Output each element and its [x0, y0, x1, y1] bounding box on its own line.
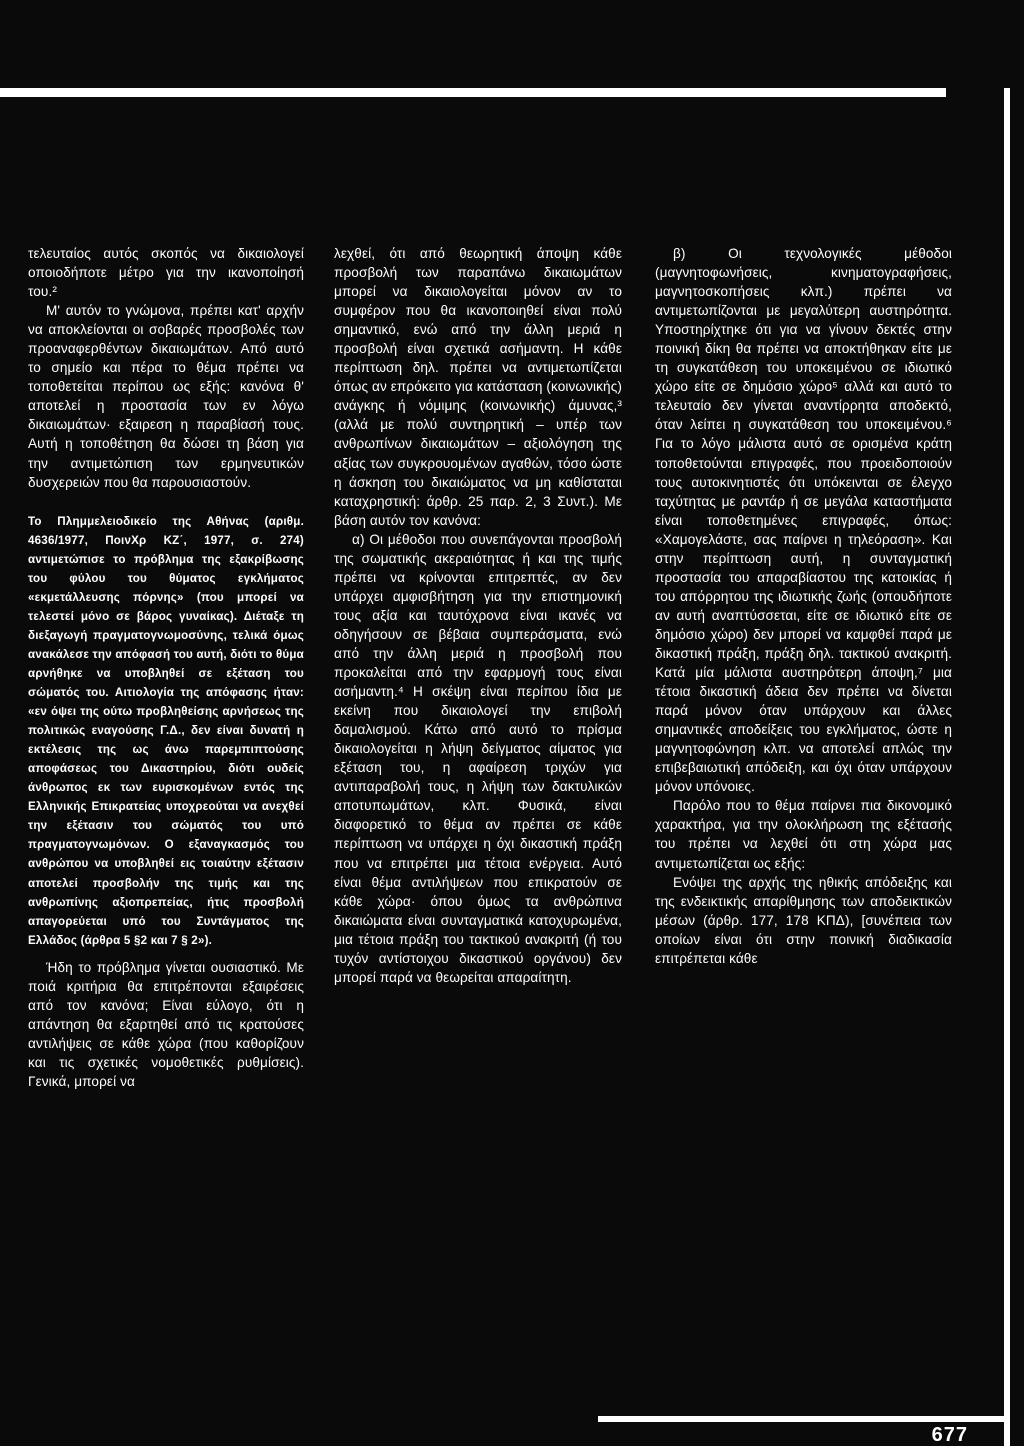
page-number-bar [598, 1416, 1004, 1422]
paragraph: Μ' αυτόν το γνώμονα, πρέπει κατ' αρχήν να αποκλείονται οι σοβαρές προσβολές των προαναφερθέντων δικαιωμάτων. Από αυτό το σημείο και πέρα το θέμα πρέπει να τοποθετείται περίπου ως εξής: κανόνα θ' αποτελεί η προστασία των εν λόγω δικαιωμάτων· εξαιρεση η παραβίασή τους. Αυτή η τοποθέτηση θα δώσει τη βάση για την αντιμετώπιση των ερμηνευτικών δυσχερειών που θα παρουσιαστούν. [28, 303, 304, 490]
case-excerpt: Το Πλημμελειοδικείο της Αθήνας (αριθμ. 4636/1977, ΠοινΧρ ΚΖ΄, 1977, σ. 274) αντιμετώπισε το πρόβλημα της εξακρίβωσης του φύλου του θύματος εγκλήματος «εκμετάλλευσης πόρνης» (που μπορεί να τελεστεί μόνο σε βάρος γυναίκας). Διέταξε τη διεξαγωγή πραγματογνωμοσύνης, τελικά όμως ανακάλεσε την απόφασή του αυτή, διότι το θύμα αρνήθηκε να υποβληθεί σε εξέταση του σώματός του. Αιτιολογία της απόφασης ήταν: «εν όψει της ούτω προβληθείσης αρνήσεως της πολιτικώς εναγούσης Γ.Δ., δεν είναι δυνατή η εκτέλεσις της ως άνω παρεμπιπτούσης αποφάσεως του Δικαστηρίου, διότι ουδείς άνθρωπος εκ των ευρισκομένων εντός της Ελληνικής Επικρατείας υποχρεούται να ανεχθεί την εξέτασιν του σώματός του υπό πραγματογνωμόνων. Ο εξαναγκασμός του ανθρώπου να υποβληθεί εις τοιαύτην εξέτασιν αποτελεί προσβολήν της τιμής και της ανθρωπίνης αξιοπρεπείας, ήτις προσβολή απαγορεύεται υπό του Συντάγματος της Ελλάδος (άρθρα 5 §2 και 7 § 2»). [28, 514, 304, 947]
paragraph: τελευταίος αυτός σκοπός να δικαιολογεί οποιοδήποτε μέτρο για την ικανοποίησή του.² [28, 246, 304, 300]
top-border-bar [0, 88, 946, 97]
right-border-bar [1004, 88, 1010, 1446]
column-1 [28, 244, 304, 1091]
paragraph: Ενόψει της αρχής της ηθικής απόδειξης και της ενδεικτικής απαρίθμησης των αποδεικτικών μέσων (άρθρ. 177, 178 ΚΠΔ), [συνέπεια των οποίων είναι ότι στην ποινική διαδικασία επιτρέπεται κάθε [655, 874, 952, 966]
column-2 [334, 244, 622, 987]
paragraph: Παρόλο που το θέμα παίρνει πια δικονομικό χαρακτήρα, για την ολοκλήρωση της εξέτασής του πρέπει να λεχθεί ότι στη χώρα μας αντιμετωπίζεται ως εξής: [655, 798, 952, 871]
paragraph: Ήδη το πρόβλημα γίνεται ουσιαστικό. Με ποιά κριτήρια θα επιτρέπονται εξαιρέσεις από τον κανόνα; Είναι εύλογο, ότι η απάντηση θα εξαρτηθεί από τις κρατούσες αντιλήψεις σε κάθε χώρα (που καθορίζουν και τις σχετικές νομοθετικές ρυθμίσεις). Γενικά, μπορεί να [28, 959, 304, 1089]
paragraph: λεχθεί, ότι από θεωρητική άποψη κάθε προσβολή των παραπάνω δικαιωμάτων μπορεί να δικαιολογείται μόνον αν το συμφέρον που θα ικανοποιηθεί είναι πολύ σημαντικό, ενώ από την άλλη μεριά η προσβολή είναι σχετικά ασήμαντη. Η κάθε περίπτωση δηλ. πρέπει να αντιμετωπίζεται όπως αν επρόκειτο για κατάσταση (κοινωνικής) ανάγκης ή νόμιμης (κοινωνικής) άμυνας,³ (αλλά με πολύ συντηρητική – υπέρ των ανθρωπίνων δικαιωμάτων – αξιολόγηση της αξίας των συγκρουομένων αγαθών, τόσο ώστε η άσκηση του δικαιώματος να μη καθίσταται καταχρηστική: άρθρ. 25 παρ. 2, 3 Συντ.). Με βάση αυτόν τον κανόνα: [334, 246, 622, 528]
page-number: 677 [931, 1424, 968, 1446]
column-3 [655, 244, 952, 968]
paragraph: α) Οι μέθοδοι που συνεπάγονται προσβολή της σωματικής ακεραιότητας ή και της τιμής πρέπει να κρίνονται επιτρεπτές, αν δεν υπάρχει αμφισβήτηση για την επιστημονική τους αξία και ταυτόχρονα είναι ικανές να οδηγήσουν σε βέβαια συμπεράσματα, ενώ από την άλλη μεριά η προσβολή που προκαλείται από την εφαρμογή τους είναι ασήμαντη.⁴ Η σκέψη είναι περίπου ίδια με εκείνη που δικαιολογεί την επιβολή δαμαλισμού. Κάτω από αυτό το πρίσμα δικαιολογείται η λήψη δείγματος αίματος για εξέταση του, η αφαίρεση τριχών για αντιπαραβολή τους, η λήψη των δακτυλικών αποτυπωμάτων, κλπ. Φυσικά, είναι διαφορετικό το θέμα αν πρέπει σε κάθε περίπτωση να υπάρχει η όχι δικαστική πράξη που να επιτρέπει μια τέτοια ενέργεια. Αυτό είναι θέμα αντιλήψεων που επικρατούν σε κάθε χώρα· όπου όμως τα ανθρώπινα δικαιώματα είναι συνταγματικά κατοχυρωμένα, μια τέτοια πράξη του τακτικού ανακριτή (ή του τυχόν αντίστοιχου δικαστικού οργάνου) δεν μπορεί παρά να θεωρείται απαραίτητη. [334, 531, 622, 985]
paragraph: β) Οι τεχνολογικές μέθοδοι (μαγνητοφωνήσεις, κινηματογραφήσεις, μαγνητοσκοπήσεις κλπ.) πρέπει να αντιμετωπίζονται με μεγαλύτερη αυστηρότητα. Υποστηρίχτηκε ότι για να γίνουν δεκτές στην ποινική δίκη θα πρέπει να αποκτήθηκαν είτε με τη συγκατάθεση του υποκειμένου σε ιδιωτικό χώρο είτε σε δημόσιο χώρο⁵ αλλά και αυτό το τελευταίο δεν γίνεται αναντίρρητα αποδεκτό, όταν λείπει η συγκατάθεση του υποκειμένου.⁶ Για το λόγο μάλιστα αυτό σε ορισμένα κράτη τοποθετούνται επιγραφές, που προειδοποιούν τους αυτοκινητιστές ότι υπόκεινται σε έλεγχο ταχύτητας με ραντάρ ή σε μεγάλα καταστήματα είναι τοποθετημένες επιγραφές, όπως: «Χαμογελάστε, σας παίρνει η τηλεόραση». Και στην περίπτωση αυτή, η συνταγματική προστασία του απαραβίαστου της κατοικίας ή του απόρρητου της ιδιωτικής ζωής (οπουδήποτε αν αυτή αναπτύσσεται, είτε σε ιδιωτικό είτε σε δημόσιο χώρο) δεν μπορεί να καμφθεί παρά με δικαστική πράξη, πράξη δηλ. τακτικού ανακριτή. Κατά μία μάλιστα αυστηρότερη άποψη,⁷ μια τέτοια δικαστική άδεια δεν πρέπει να δίνεται παρά μόνον όταν υπάρχουν και άλλες σημαντικές αποδείξεις του εγκλήματος, ώστε η μαγνητοφώνηση κλπ. να αποτελεί απλώς την επιβεβαιωτική απόδειξη, και όχι όταν υπάρχουν μόνον υπόνοιες. [655, 246, 952, 795]
